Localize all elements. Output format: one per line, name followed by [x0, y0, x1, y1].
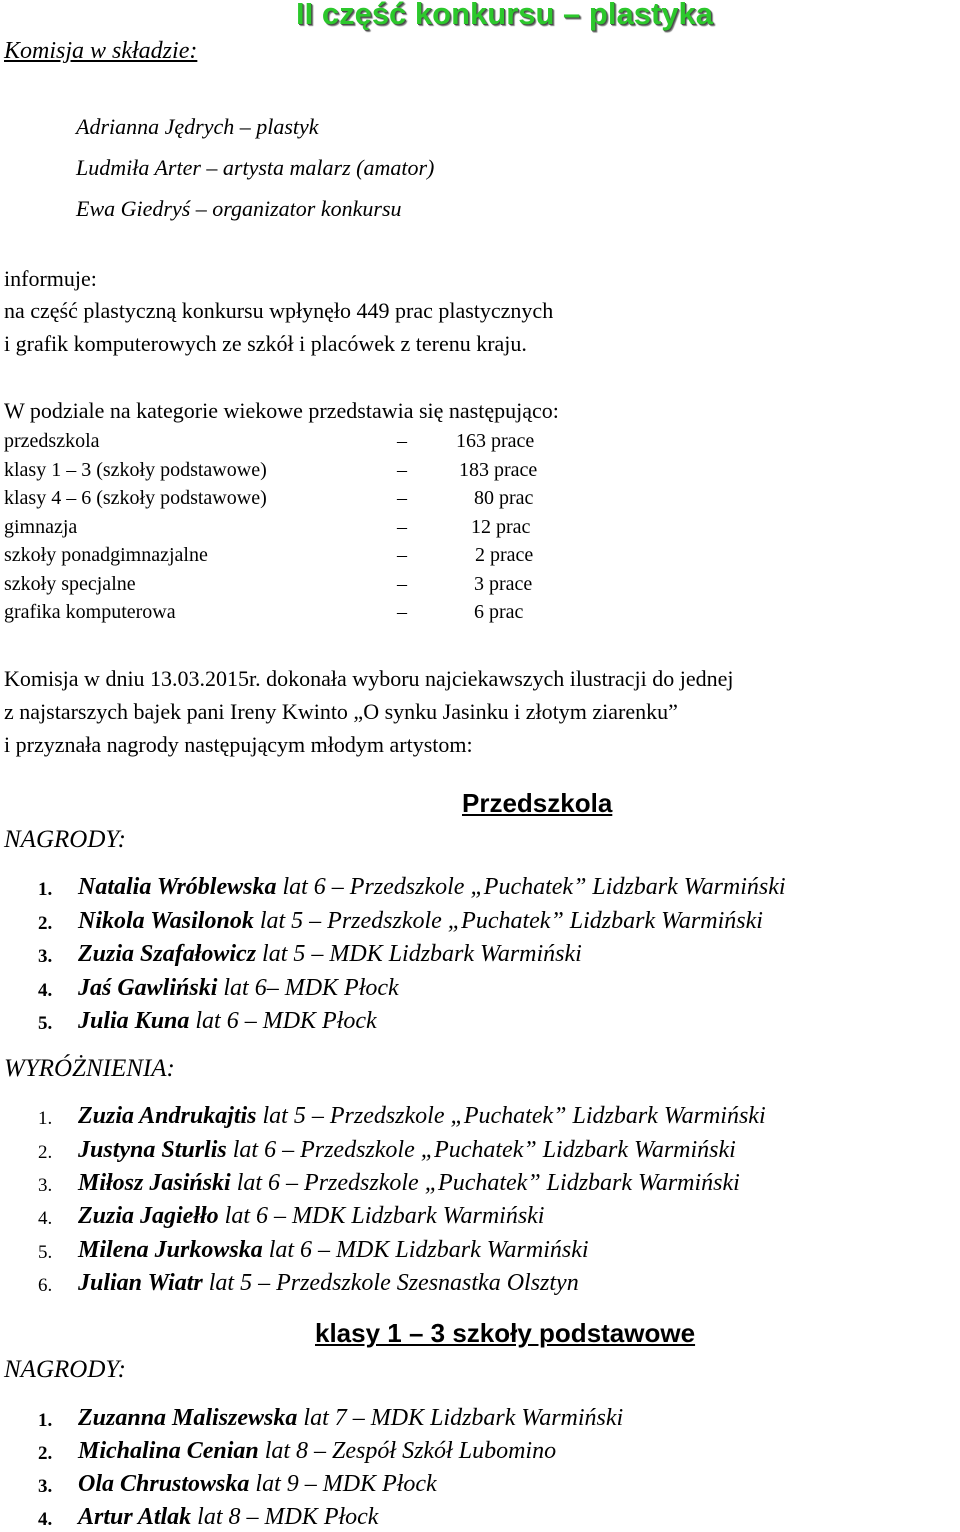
award-number: 5. — [38, 1013, 53, 1034]
distinction-number: 5. — [38, 1242, 53, 1263]
category-count: 2 prace — [475, 544, 534, 566]
intro-line: i grafik komputerowych ze szkół i placówek z terenu kraju. — [4, 331, 527, 356]
award-number: 1. — [38, 1410, 53, 1431]
award-detail: lat 6– MDK Płock — [217, 975, 399, 1001]
category-count: 3 prace — [474, 573, 533, 595]
categories-heading: W podziale na kategorie wiekowe przedstawia się następująco: — [4, 398, 559, 423]
award-detail: lat 8 – MDK Płock — [191, 1504, 379, 1530]
category-name: klasy 1 – 3 (szkoły podstawowe) — [4, 459, 267, 481]
award-name: Jaś Gawliński — [78, 975, 218, 1001]
award-name: Julia Kuna — [78, 1008, 190, 1034]
category-name: klasy 4 – 6 (szkoły podstawowe) — [4, 487, 267, 509]
category-count: 163 prace — [456, 430, 535, 452]
category-row — [4, 430, 604, 458]
category-count: 6 prac — [474, 601, 524, 623]
category-row — [4, 516, 604, 544]
distinction-detail: lat 5 – Przedszkole Szesnastka Olsztyn — [202, 1270, 579, 1296]
category-row — [4, 544, 604, 572]
award-detail: lat 5 – MDK Lidzbark Warmiński — [256, 941, 582, 967]
category-dash: – — [397, 516, 407, 538]
category-dash: – — [397, 544, 407, 566]
distinction-number: 1. — [38, 1108, 53, 1129]
distinction-detail: lat 6 – MDK Lidzbark Warmiński — [218, 1203, 545, 1229]
distinction-name: Julian Wiatr — [78, 1270, 203, 1296]
decision-line: z najstarszych bajek pani Ireny Kwinto „O synku Jasinku i złotym ziarenku” — [4, 699, 678, 724]
distinction-number: 4. — [38, 1208, 53, 1229]
award-detail: lat 9 – MDK Płock — [249, 1471, 437, 1497]
category-name: szkoły ponadgimnazjalne — [4, 544, 208, 566]
award-name: Nikola Wasilonok — [78, 908, 254, 934]
award-number: 3. — [38, 1476, 53, 1497]
distinction-detail: lat 6 – Przedszkole „Puchatek” Lidzbark Warmiński — [230, 1170, 740, 1196]
category-row — [4, 487, 604, 515]
distinction-name: Justyna Sturlis — [78, 1137, 227, 1163]
award-name: Artur Atlak — [78, 1504, 192, 1530]
award-number: 1. — [38, 879, 53, 900]
distinction-name: Milena Jurkowska — [78, 1237, 263, 1263]
category-name: szkoły specjalne — [4, 573, 136, 595]
category-name: grafika komputerowa — [4, 601, 176, 623]
distinction-number: 6. — [38, 1275, 53, 1296]
distinction-detail: lat 6 – Przedszkole „Puchatek” Lidzbark Warmiński — [226, 1137, 736, 1163]
category-dash: – — [397, 601, 407, 623]
category-dash: – — [397, 430, 407, 452]
committee-member: Ewa Giedryś – organizator konkursu — [76, 196, 402, 221]
award-number: 3. — [38, 946, 53, 967]
committee-member: Ludmiła Arter – artysta malarz (amator) — [76, 155, 435, 180]
category-row — [4, 573, 604, 601]
award-detail: lat 7 – MDK Lidzbark Warmiński — [297, 1405, 624, 1431]
category-row — [4, 459, 604, 487]
committee-label: Komisja w składzie: — [4, 38, 198, 64]
award-detail: lat 6 – Przedszkole „Puchatek” Lidzbark Warmiński — [276, 874, 786, 900]
distinction-detail: lat 6 – MDK Lidzbark Warmiński — [262, 1237, 589, 1263]
distinctions-label: WYRÓŻNIENIA: — [4, 1055, 175, 1082]
section-heading-grades-1-3: klasy 1 – 3 szkoły podstawowe — [315, 1318, 696, 1348]
awards-label: NAGRODY: — [4, 826, 126, 853]
award-name: Zuzia Szafałowicz — [78, 941, 257, 967]
intro-line: na część plastyczną konkursu wpłynęło 449 prac plastycznych — [4, 298, 554, 323]
award-detail: lat 6 – MDK Płock — [189, 1008, 377, 1034]
award-number: 4. — [38, 980, 53, 1001]
category-row — [4, 601, 604, 629]
decision-line: i przyznała nagrody następującym młodym artystom: — [4, 732, 473, 757]
category-count: 12 prac — [471, 516, 531, 538]
category-name: gimnazja — [4, 516, 78, 538]
decision-line: Komisja w dniu 13.03.2015r. dokonała wyboru najciekawszych ilustracji do jednej — [4, 666, 734, 691]
awards-label: NAGRODY: — [4, 1356, 126, 1383]
page-title: II część konkursu – plastyka — [296, 0, 713, 31]
distinction-name: Miłosz Jasiński — [78, 1170, 231, 1196]
award-detail: lat 5 – Przedszkole „Puchatek” Lidzbark Warmiński — [253, 908, 763, 934]
distinction-name: Zuzia Andrukajtis — [78, 1103, 257, 1129]
category-count: 183 prace — [459, 459, 538, 481]
distinction-number: 3. — [38, 1175, 53, 1196]
award-detail: lat 8 – Zespół Szkół Lubomino — [258, 1438, 557, 1464]
award-number: 4. — [38, 1509, 53, 1530]
category-name: przedszkola — [4, 430, 100, 452]
distinction-number: 2. — [38, 1142, 53, 1163]
award-name: Zuzanna Maliszewska — [78, 1405, 298, 1431]
section-heading-preschool: Przedszkola — [462, 788, 613, 818]
committee-member: Adrianna Jędrych – plastyk — [76, 114, 319, 139]
distinction-name: Zuzia Jagiełło — [78, 1203, 219, 1229]
award-name: Ola Chrustowska — [78, 1471, 250, 1497]
intro-line: informuje: — [4, 266, 97, 291]
category-dash: – — [397, 573, 407, 595]
award-number: 2. — [38, 913, 53, 934]
category-dash: – — [397, 487, 407, 509]
distinction-detail: lat 5 – Przedszkole „Puchatek” Lidzbark Warmiński — [256, 1103, 766, 1129]
category-dash: – — [397, 459, 407, 481]
award-name: Michalina Cenian — [78, 1438, 259, 1464]
award-number: 2. — [38, 1443, 53, 1464]
category-count: 80 prac — [474, 487, 534, 509]
award-name: Natalia Wróblewska — [78, 874, 277, 900]
